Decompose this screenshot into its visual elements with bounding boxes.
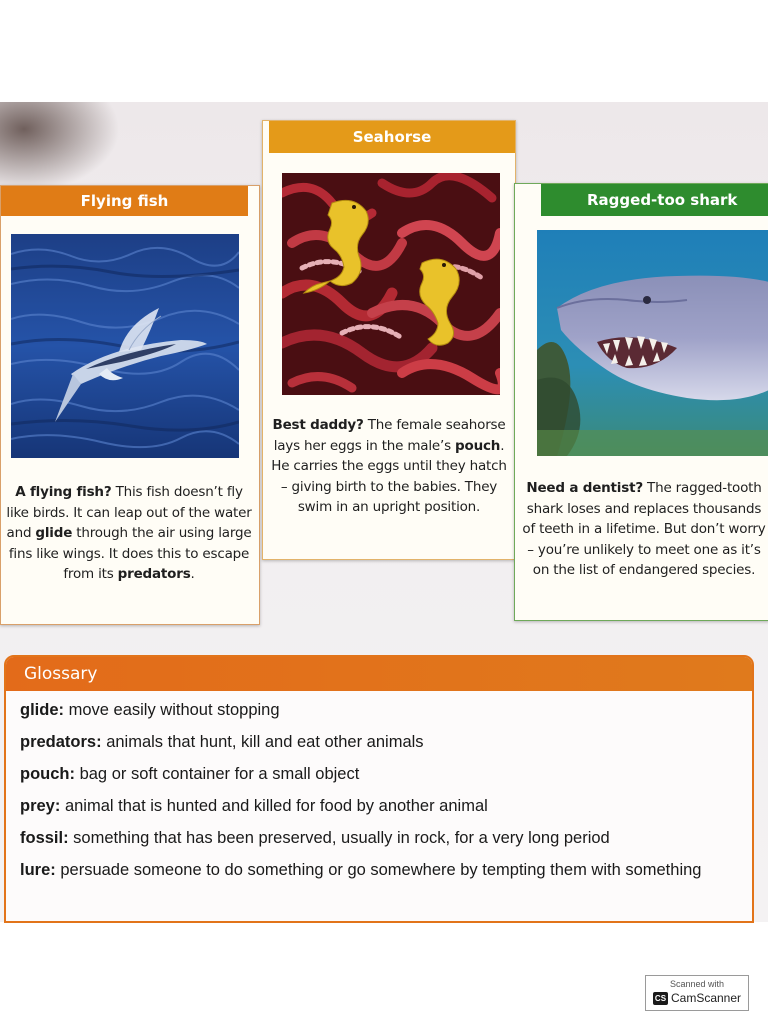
- glossary-definition: animals that hunt, kill and eat other animals: [101, 733, 424, 751]
- seahorse-description: [271, 415, 507, 518]
- scan-shadow: [0, 102, 120, 192]
- keyword-pouch: pouch: [455, 437, 501, 454]
- glossary-item: [20, 763, 752, 785]
- camscanner-logo-icon: CS: [654, 993, 667, 1003]
- shark-photo: [537, 230, 768, 456]
- text-part: . He carries the eggs until they hatch – giving birth to the babies. They swim in an upright position.: [271, 437, 507, 515]
- text-part: The ragged-tooth shark loses and replaces thousands of teeth in a lifetime. But don’t worry – you’re unlikely to meet one as it’s on the list of endangered species.: [522, 480, 766, 578]
- shark-description: [519, 478, 768, 581]
- card-ragged-tooth-shark: [514, 183, 768, 621]
- text-part: .: [190, 566, 195, 582]
- glossary-item: [20, 731, 752, 753]
- glossary-item: [20, 795, 752, 817]
- text-part: This fish doesn’t fly like birds. It can leap out of the water and: [6, 484, 252, 541]
- glossary-panel: [4, 655, 754, 923]
- camscanner-watermark: [645, 975, 749, 1011]
- glossary-term: prey:: [20, 797, 61, 815]
- card-seahorse: [262, 120, 516, 560]
- glossary-definition: bag or soft container for a small object: [75, 765, 360, 783]
- card-flying-fish: [0, 185, 260, 625]
- flying-fish-photo: [11, 234, 239, 458]
- glossary-term: pouch:: [20, 765, 75, 783]
- glossary-list: [6, 691, 752, 881]
- lead-question: Need a dentist?: [526, 480, 643, 496]
- card-title: Flying fish: [1, 186, 248, 216]
- keyword-glide: glide: [35, 525, 73, 541]
- seahorse-photo: [282, 173, 500, 395]
- glossary-item: [20, 699, 752, 721]
- card-title: Seahorse: [269, 121, 515, 153]
- text-part: The female seahorse lays her eggs in the male’s: [273, 417, 506, 454]
- glossary-term: fossil:: [20, 829, 69, 847]
- glossary-title: Glossary: [6, 657, 752, 691]
- glossary-definition: animal that is hunted and killed for food by another animal: [60, 797, 488, 815]
- glossary-term: lure:: [20, 861, 56, 879]
- text-part: through the air using large fins like wings. It does this to escape from its: [8, 525, 252, 582]
- glossary-term: predators:: [20, 733, 102, 751]
- watermark-caption: Scanned with: [669, 979, 725, 989]
- glossary-item: [20, 859, 752, 881]
- glossary-definition: persuade someone to do something or go somewhere by tempting them with something: [55, 861, 702, 879]
- glossary-definition: move easily without stopping: [64, 701, 280, 719]
- watermark-name: CamScanner: [670, 991, 742, 1005]
- lead-question: Best daddy?: [272, 417, 364, 433]
- glossary-item: [20, 827, 752, 849]
- flying-fish-description: [5, 482, 253, 585]
- lead-question: A flying fish?: [15, 484, 112, 500]
- card-title: Ragged-too shark: [541, 184, 768, 216]
- keyword-predators: predators: [117, 566, 191, 582]
- glossary-definition: something that has been preserved, usually in rock, for a very long period: [68, 829, 610, 847]
- glossary-term: glide:: [20, 701, 64, 719]
- watermark-brand: [646, 991, 748, 1005]
